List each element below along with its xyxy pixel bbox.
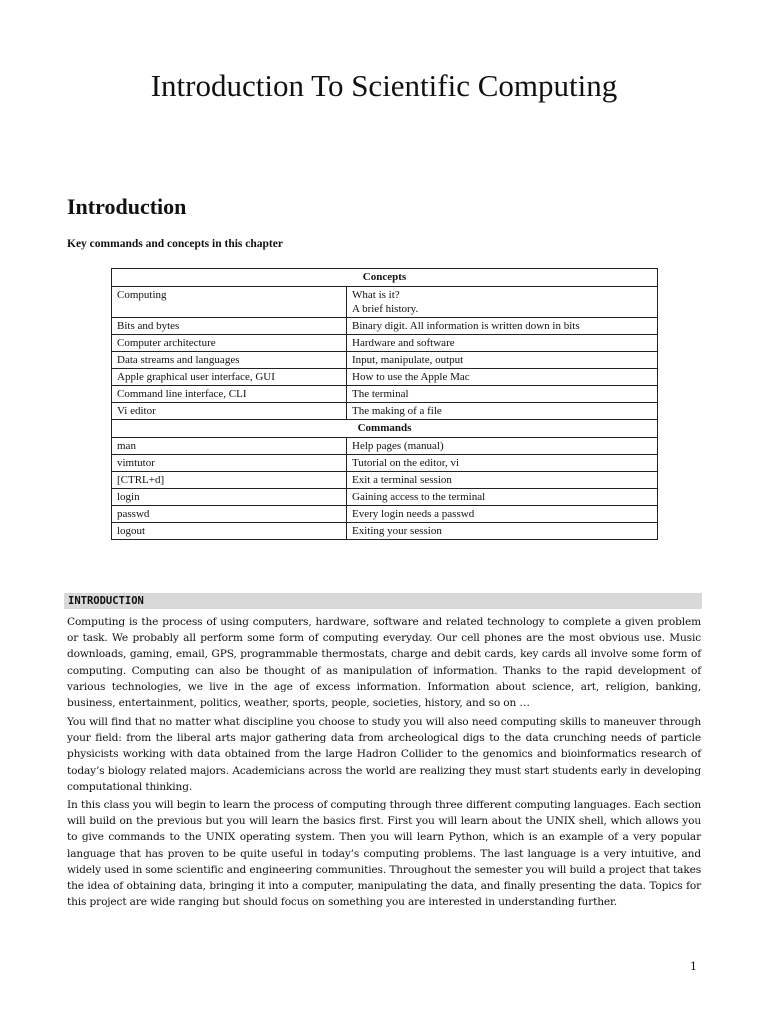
section-heading: Introduction <box>67 194 187 219</box>
description-line: A brief history. <box>352 303 419 315</box>
table-row <box>112 523 658 540</box>
table-cell-command: vimtutor <box>112 455 347 472</box>
table-cell-term: Apple graphical user interface, GUI <box>112 369 347 386</box>
table-cell-command: login <box>112 489 347 506</box>
body-paragraph: In this class you will begin to learn the process of computing through three different computing languages. Each section will build on the previous but you will learn the basics first. First you will learn about the UNIX shell, which allows you to give commands to the UNIX operating system. Then you will learn Python, which is an example of a very popular language that has proven to be quite useful in today’s computing problems. The last language is a very intuitive, and widely used in some scientific and engineering communities. Throughout the semester you will build a project that takes the idea of obtaining data, bringing it into a computer, manipulating the data, and finally presenting the data. Topics for this project are wide ranging but should focus on something you are interested in understanding further. <box>67 799 701 909</box>
body-paragraph: You will find that no matter what discipline you choose to study you will also need computing skills to maneuver through your field: from the liberal arts major gathering data from archeological digs to the data crunching needs of particle physicists working with data obtained from the large Hadron Collider to the genomics and bioinformatics research of today’s biology related majors. Academicians across the world are realizing they must start students early in developing computational thinking. <box>67 716 701 793</box>
table-row <box>112 506 658 523</box>
table-row <box>112 472 658 489</box>
description-line: What is it? <box>352 289 400 301</box>
table-cell-term: Vi editor <box>112 403 347 420</box>
table-row <box>112 318 658 335</box>
table-cell-description: Every login needs a passwd <box>347 506 658 523</box>
table-cell-description: Hardware and software <box>347 335 658 352</box>
table-cell-description <box>347 287 658 318</box>
table-cell-term: Computing <box>112 287 347 318</box>
concepts-header: Concepts <box>112 269 658 287</box>
page-number: 1 <box>690 960 697 973</box>
table-cell-description: How to use the Apple Mac <box>347 369 658 386</box>
table-cell-term: Computer architecture <box>112 335 347 352</box>
table-row <box>112 403 658 420</box>
concepts-commands-table <box>111 268 658 540</box>
table-cell-term: Bits and bytes <box>112 318 347 335</box>
table-row <box>112 352 658 369</box>
table-row <box>112 287 658 318</box>
table-cell-description: Exiting your session <box>347 523 658 540</box>
table-cell-command: logout <box>112 523 347 540</box>
table-cell-command: [CTRL+d] <box>112 472 347 489</box>
table-cell-command: passwd <box>112 506 347 523</box>
table-row <box>112 438 658 455</box>
table-cell-term: Data streams and languages <box>112 352 347 369</box>
table-cell-description: Gaining access to the terminal <box>347 489 658 506</box>
table-cell-description: Binary digit. All information is written down in bits <box>347 318 658 335</box>
body-paragraph: Computing is the process of using computers, hardware, software and related technology to complete a given problem or task. We probably all perform some form of computing everyday. Our cell phones are the most obvious use. Music downloads, gaming, email, GPS, programmable thermostats, charge and debit cards, key cards all involve some form of computing. Computing can also be thought of as manipulation of information. Thanks to the rapid development of various technologies, we live in the age of excess information. Information about science, art, religion, banking, business, entertainment, politics, weather, sports, people, societies, history, and so on … <box>67 616 701 710</box>
table-row <box>112 335 658 352</box>
commands-header: Commands <box>112 420 658 438</box>
table-cell-description: Exit a terminal session <box>347 472 658 489</box>
section-banner: INTRODUCTION <box>64 593 702 609</box>
table-cell-description: Help pages (manual) <box>347 438 658 455</box>
table-cell-description: The terminal <box>347 386 658 403</box>
table-row <box>112 489 658 506</box>
table-cell-description: The making of a file <box>347 403 658 420</box>
document-title: Introduction To Scientific Computing <box>150 68 618 103</box>
table-row <box>112 386 658 403</box>
table-cell-term: Command line interface, CLI <box>112 386 347 403</box>
table-row <box>112 369 658 386</box>
table-row <box>112 455 658 472</box>
table-cell-description: Tutorial on the editor, vi <box>347 455 658 472</box>
table-header-row <box>112 420 658 438</box>
table-caption: Key commands and concepts in this chapter <box>67 238 283 250</box>
table-cell-command: man <box>112 438 347 455</box>
table-cell-description: Input, manipulate, output <box>347 352 658 369</box>
table-header-row <box>112 269 658 287</box>
